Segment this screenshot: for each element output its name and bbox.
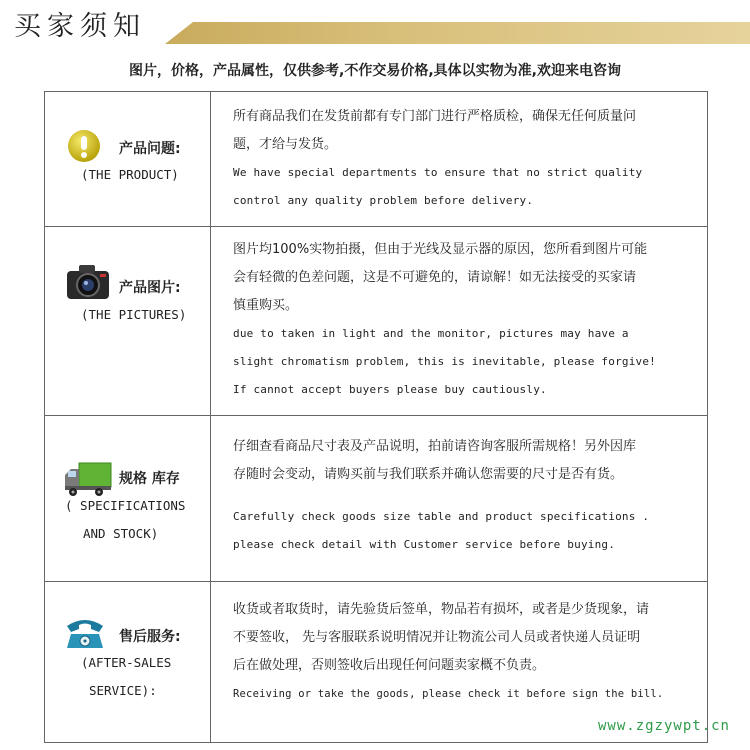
en-text-line: Receiving or take the goods, please check it before sign the bill. bbox=[233, 688, 664, 700]
row-label-cell bbox=[45, 582, 211, 742]
label-en: ( SPECIFICATIONS bbox=[65, 498, 186, 513]
label-cn: 产品问题: bbox=[119, 141, 181, 157]
cn-text-line: 后在做处理，否则签收后出现任何问题卖家概不负责。 bbox=[233, 658, 546, 673]
en-text-line: We have special departments to ensure that no strict quality bbox=[233, 166, 643, 179]
notice-text: 图片，价格，产品属性，仅供参考,不作交易价格,具体以实物为准,欢迎来电咨询 bbox=[129, 63, 621, 79]
table-row-product bbox=[45, 92, 707, 227]
en-text-line: Carefully check goods size table and product specifications . bbox=[233, 510, 650, 523]
en-text-line: due to taken in light and the monitor, pictures may have a bbox=[233, 327, 629, 340]
header-bar bbox=[0, 0, 750, 45]
cn-text-line: 仔细查看商品尺寸表及产品说明，拍前请咨询客服所需规格！另外因库 bbox=[233, 439, 637, 454]
label-cn: 规格 库存 bbox=[119, 471, 180, 487]
row-label-cell bbox=[45, 416, 211, 581]
en-text-line: slight chromatism problem, this is inevitable, please forgive! bbox=[233, 355, 656, 368]
row-label-cell bbox=[45, 227, 211, 415]
row-content-cell bbox=[211, 227, 707, 415]
telephone-icon bbox=[63, 616, 107, 652]
row-label-cell bbox=[45, 92, 211, 226]
exclamation-icon bbox=[67, 129, 101, 163]
label-cn: 售后服务: bbox=[119, 629, 181, 645]
cn-text-line: 会有轻微的色差问题，这是不可避免的，请谅解！如无法接受的买家请 bbox=[233, 270, 637, 285]
label-en: AND STOCK) bbox=[83, 526, 159, 541]
row-content-cell bbox=[211, 92, 707, 226]
label-en: (THE PICTURES) bbox=[81, 307, 187, 322]
page-title: 买家须知 bbox=[14, 11, 146, 42]
label-en: (THE PRODUCT) bbox=[81, 167, 179, 182]
label-en: SERVICE): bbox=[89, 683, 157, 698]
cn-text-line: 慎重购买。 bbox=[233, 298, 299, 313]
table-row-pictures bbox=[45, 227, 707, 416]
cn-text-line: 所有商品我们在发货前都有专门部门进行严格质检，确保无任何质量问 bbox=[233, 109, 637, 124]
camera-icon bbox=[65, 263, 111, 301]
en-text-line: If cannot accept buyers please buy cautiously. bbox=[233, 383, 547, 396]
label-en: (AFTER-SALES bbox=[81, 655, 172, 670]
row-content-cell bbox=[211, 416, 707, 581]
cn-text-line: 图片均100%实物拍摄，但由于光线及显示器的原因，您所看到图片可能 bbox=[233, 242, 648, 257]
en-text-line: please check detail with Customer service before buying. bbox=[233, 538, 616, 551]
watermark: www.zgzywpt.cn bbox=[597, 718, 730, 734]
cn-text-line: 存随时会变动，请购买前与我们联系并确认您需要的尺寸是否有货。 bbox=[233, 467, 624, 482]
buyer-notice-table bbox=[44, 91, 708, 743]
cn-text-line: 收货或者取货时，请先验货后签单，物品若有损坏，或者是少货现象，请 bbox=[233, 602, 650, 617]
cn-text-line: 题，才给与发货。 bbox=[233, 137, 338, 152]
label-cn: 产品图片: bbox=[119, 280, 181, 296]
delivery-truck-icon bbox=[63, 459, 113, 499]
table-row-specifications bbox=[45, 416, 707, 582]
en-text-line: control any quality problem before delivery. bbox=[233, 194, 534, 207]
cn-text-line: 不要签收， 先与客服联系说明情况并让物流公司人员或者快递人员证明 bbox=[233, 630, 641, 645]
header-gold-stripe bbox=[165, 22, 750, 44]
